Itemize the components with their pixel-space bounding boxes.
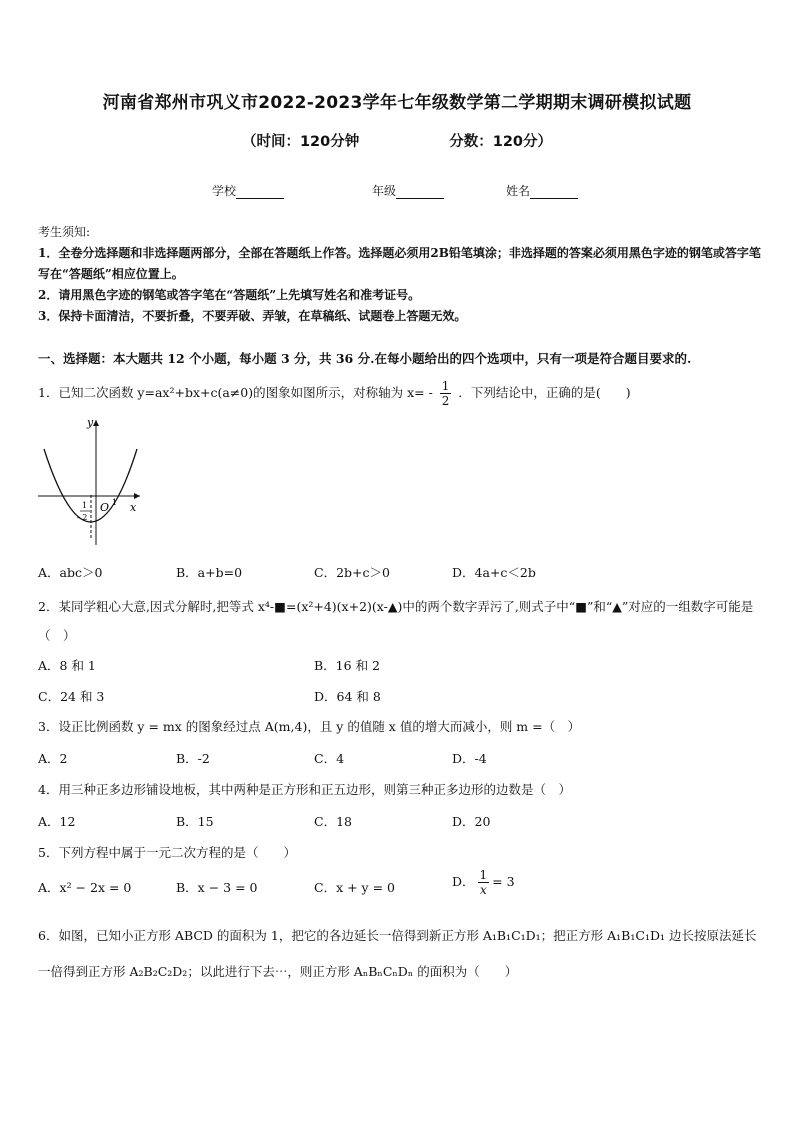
question-2: 2．某同学粗心大意,因式分解时,把等式 x⁴-■=(x²+4)(x+2)(x-▲)中的两个数字弄污了,则式子中“■”和“▲”对应的一组数字可能是（ ） <box>38 599 754 643</box>
notice-item-1: 1．全卷分选择题和非选择题两部分，全部在答题纸上作答。选择题必须用2B铅笔填涂；非选择题的答案必须用黑色字迹的钢笔或答字笔写在“答题纸”相应位置上。 <box>38 246 761 281</box>
q1-stem: 1．已知二次函数 y=ax²+bx+c(a≠0)的图象如图所示，对称轴为 x= - <box>38 385 433 400</box>
q2-option-a[interactable]: A．8 和 1 <box>38 658 96 673</box>
q1-option-a[interactable]: A．abc＞0 <box>38 565 103 580</box>
question-4: 4．用三种正多边形铺设地板，其中两种是正方形和正五边形，则第三种正多边形的边数是（ ） <box>38 782 571 797</box>
notice-item-3: 3．保持卡面清洁，不要折叠，不要弄破、弄皱，在草稿纸、试题卷上答题无效。 <box>38 309 467 323</box>
q4-option-d[interactable]: D．20 <box>452 814 491 829</box>
q2-option-d[interactable]: D．64 和 8 <box>314 689 381 704</box>
origin-label: O <box>100 501 110 514</box>
q3-option-c[interactable]: C．4 <box>314 751 345 766</box>
parabola-graph <box>36 415 146 550</box>
q5-option-a[interactable]: A．x² − 2x = 0 <box>38 880 132 895</box>
q5-option-c[interactable]: C．x + y = 0 <box>314 880 395 895</box>
q2-option-b[interactable]: B．16 和 2 <box>314 658 380 673</box>
notice-heading: 考生须知: <box>38 225 91 239</box>
q1-option-c[interactable]: C．2b+c＞0 <box>314 565 390 580</box>
question-6: 6．如图，已知小正方形 ABCD 的面积为 1，把它的各边延长一倍得到新正方形 A₁B₁C₁D₁；把正方形 A₁B₁C₁D₁ 边长按原法延长一倍得到正方形 A₂B₂C₂D₂；以此进行下去⋯，则正方形 AₙBₙCₙDₙ 的面积为（ ） <box>38 928 757 979</box>
exam-title: 河南省郑州市巩义市2022-2023学年七年级数学第二学期期末调研模拟试题 <box>102 93 692 113</box>
q3-option-a[interactable]: A．2 <box>38 751 68 766</box>
q3-option-b[interactable]: B．-2 <box>176 751 210 766</box>
question-5: 5．下列方程中属于一元二次方程的是（ ） <box>38 845 296 860</box>
exam-subtitle <box>0 130 794 151</box>
section-heading: 一、选择题：本大题共 12 个小题，每小题 3 分，共 36 分.在每小题给出的四个选项中，只有一项是符合题目要求的. <box>38 351 692 366</box>
time-limit: （时间：120分钟 <box>241 134 360 150</box>
notice-section <box>38 222 763 327</box>
tick-one-label: 1 <box>112 498 118 507</box>
q2-option-c[interactable]: C．24 和 3 <box>38 689 105 704</box>
question-3: 3．设正比例函数 y = mx 的图象经过点 A(m,4)，且 y 的值随 x 值的增大而减小，则 m =（ ） <box>38 719 581 734</box>
question-1 <box>38 379 763 408</box>
q4-option-c[interactable]: C．18 <box>314 814 352 829</box>
q5-option-d[interactable]: D． $\frac{1}{x}$ = 3 <box>452 868 515 897</box>
x-axis-label: x <box>130 501 137 514</box>
y-axis-label: y <box>87 416 94 429</box>
name-field[interactable]: 姓名 <box>506 182 578 199</box>
tick-half-num: 1 <box>82 501 88 510</box>
q3-option-d[interactable]: D．-4 <box>452 751 487 766</box>
notice-item-2: 2．请用黑色字迹的钢笔或答字笔在“答题纸”上先填写姓名和准考证号。 <box>38 288 421 302</box>
q4-option-a[interactable]: A．12 <box>38 814 76 829</box>
total-score: 分数：120分） <box>449 134 553 150</box>
q4-option-b[interactable]: B．15 <box>176 814 214 829</box>
q1-fraction: $\frac{1}{2}$ <box>441 379 450 408</box>
school-field[interactable]: 学校 <box>212 182 284 199</box>
q1-option-d[interactable]: D．4a+c＜2b <box>452 565 536 580</box>
q1-option-b[interactable]: B．a+b=0 <box>176 565 243 580</box>
q5-option-b[interactable]: B．x − 3 = 0 <box>176 880 258 895</box>
tick-half-label: - 2 <box>77 513 88 522</box>
grade-field[interactable]: 年级 <box>372 182 444 199</box>
q1-stem-end: ．下列结论中，正确的是( ) <box>458 385 631 400</box>
